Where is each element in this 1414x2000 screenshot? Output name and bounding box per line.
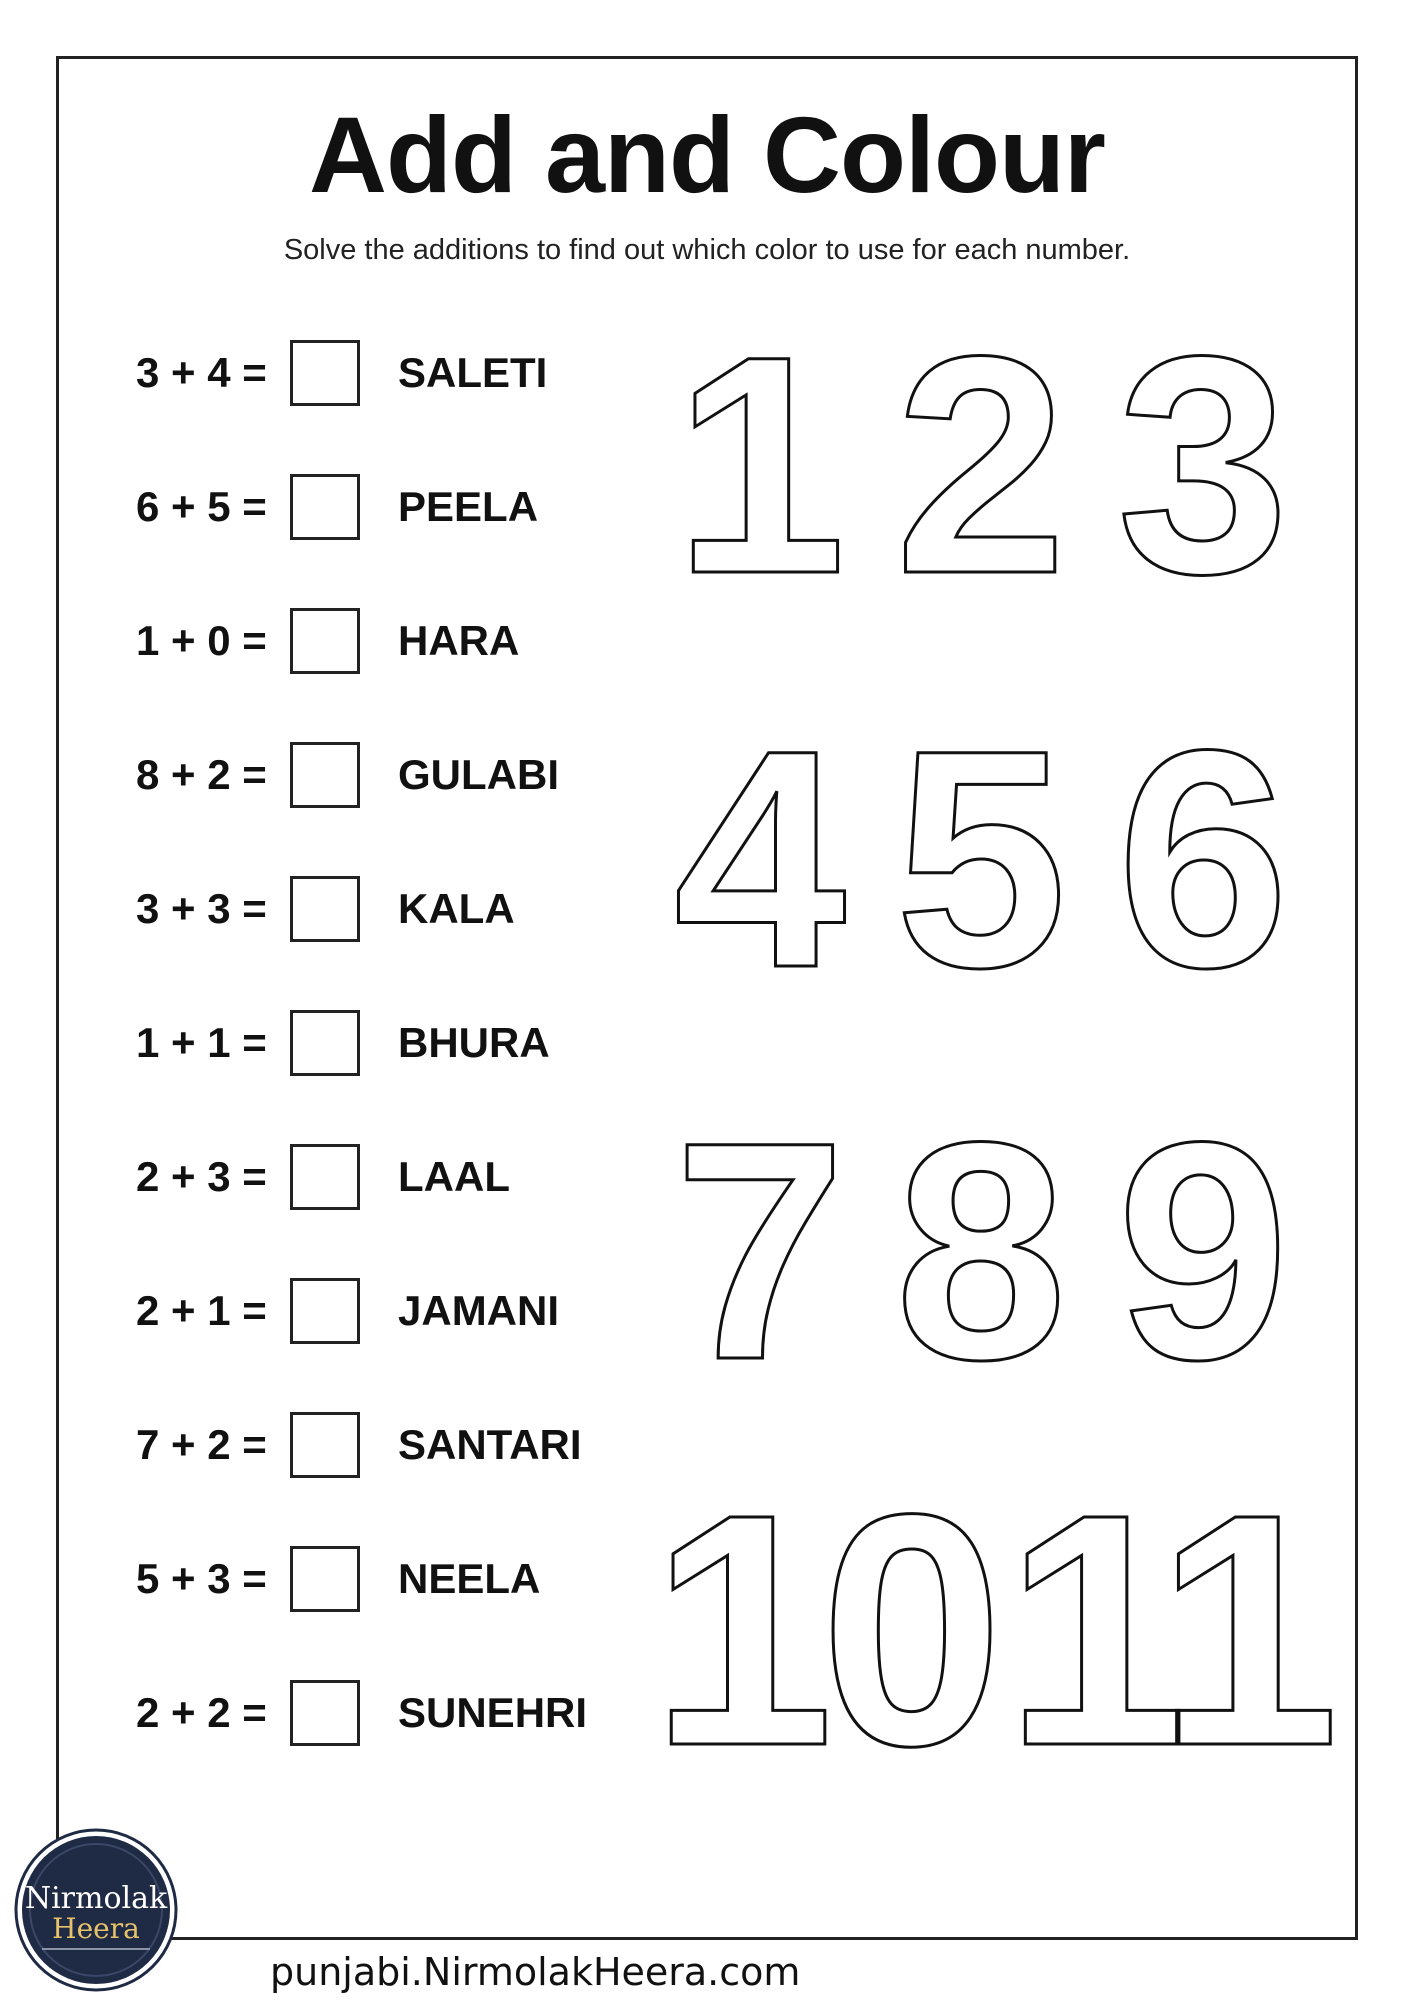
equation-text: 1 + 0 = — [136, 617, 267, 664]
nirmolak-heera-logo — [12, 1826, 180, 1994]
color-name: SALETI — [398, 349, 548, 396]
equation-text: 2 + 1 = — [136, 1287, 267, 1334]
outline-number-8[interactable]: 8 — [894, 1077, 1068, 1424]
color-name: HARA — [398, 617, 520, 664]
equation-text: 1 + 1 = — [136, 1019, 267, 1066]
outline-number-5[interactable]: 5 — [894, 685, 1068, 1032]
footer-website[interactable]: punjabi.NirmolakHeera.com — [270, 1950, 801, 1994]
outline-number-1[interactable]: 1 — [673, 291, 847, 638]
color-name: PEELA — [398, 483, 539, 530]
equation-text: 6 + 5 = — [136, 483, 267, 530]
color-name: SANTARI — [398, 1421, 582, 1468]
equation-text: 5 + 3 = — [136, 1555, 267, 1602]
color-name: JAMANI — [398, 1287, 560, 1334]
equation-text: 3 + 3 = — [136, 885, 267, 932]
equation-text: 8 + 2 = — [136, 751, 267, 798]
outline-number-2[interactable]: 2 — [894, 291, 1068, 638]
color-name: KALA — [398, 885, 515, 932]
color-name: LAAL — [398, 1153, 510, 1200]
outline-number-6[interactable]: 6 — [1116, 685, 1290, 1032]
outline-number-3[interactable]: 3 — [1116, 291, 1290, 638]
color-name: BHURA — [398, 1019, 550, 1066]
equation-text: 3 + 4 = — [136, 349, 267, 396]
outline-number-10[interactable]: 10 — [650, 1445, 990, 1814]
outline-number-4[interactable]: 4 — [673, 685, 847, 1032]
equation-text: 2 + 3 = — [136, 1153, 267, 1200]
logo-text-line2: Heera — [52, 1912, 140, 1945]
logo-text-line1: Nirmolak — [24, 1881, 168, 1916]
color-name: NEELA — [398, 1555, 541, 1602]
instructions: Solve the additions to find out which color to use for each number. — [283, 234, 1131, 266]
color-name: GULABI — [398, 751, 559, 798]
equation-text: 2 + 2 = — [136, 1689, 267, 1736]
page-title: Add and Colour — [309, 94, 1105, 215]
color-name: SUNEHRI — [398, 1689, 588, 1736]
outline-number-7[interactable]: 7 — [673, 1077, 847, 1424]
outline-number-11[interactable]: 11 — [1004, 1445, 1326, 1814]
outline-number-9[interactable]: 9 — [1116, 1077, 1290, 1424]
equation-text: 7 + 2 = — [136, 1421, 267, 1468]
